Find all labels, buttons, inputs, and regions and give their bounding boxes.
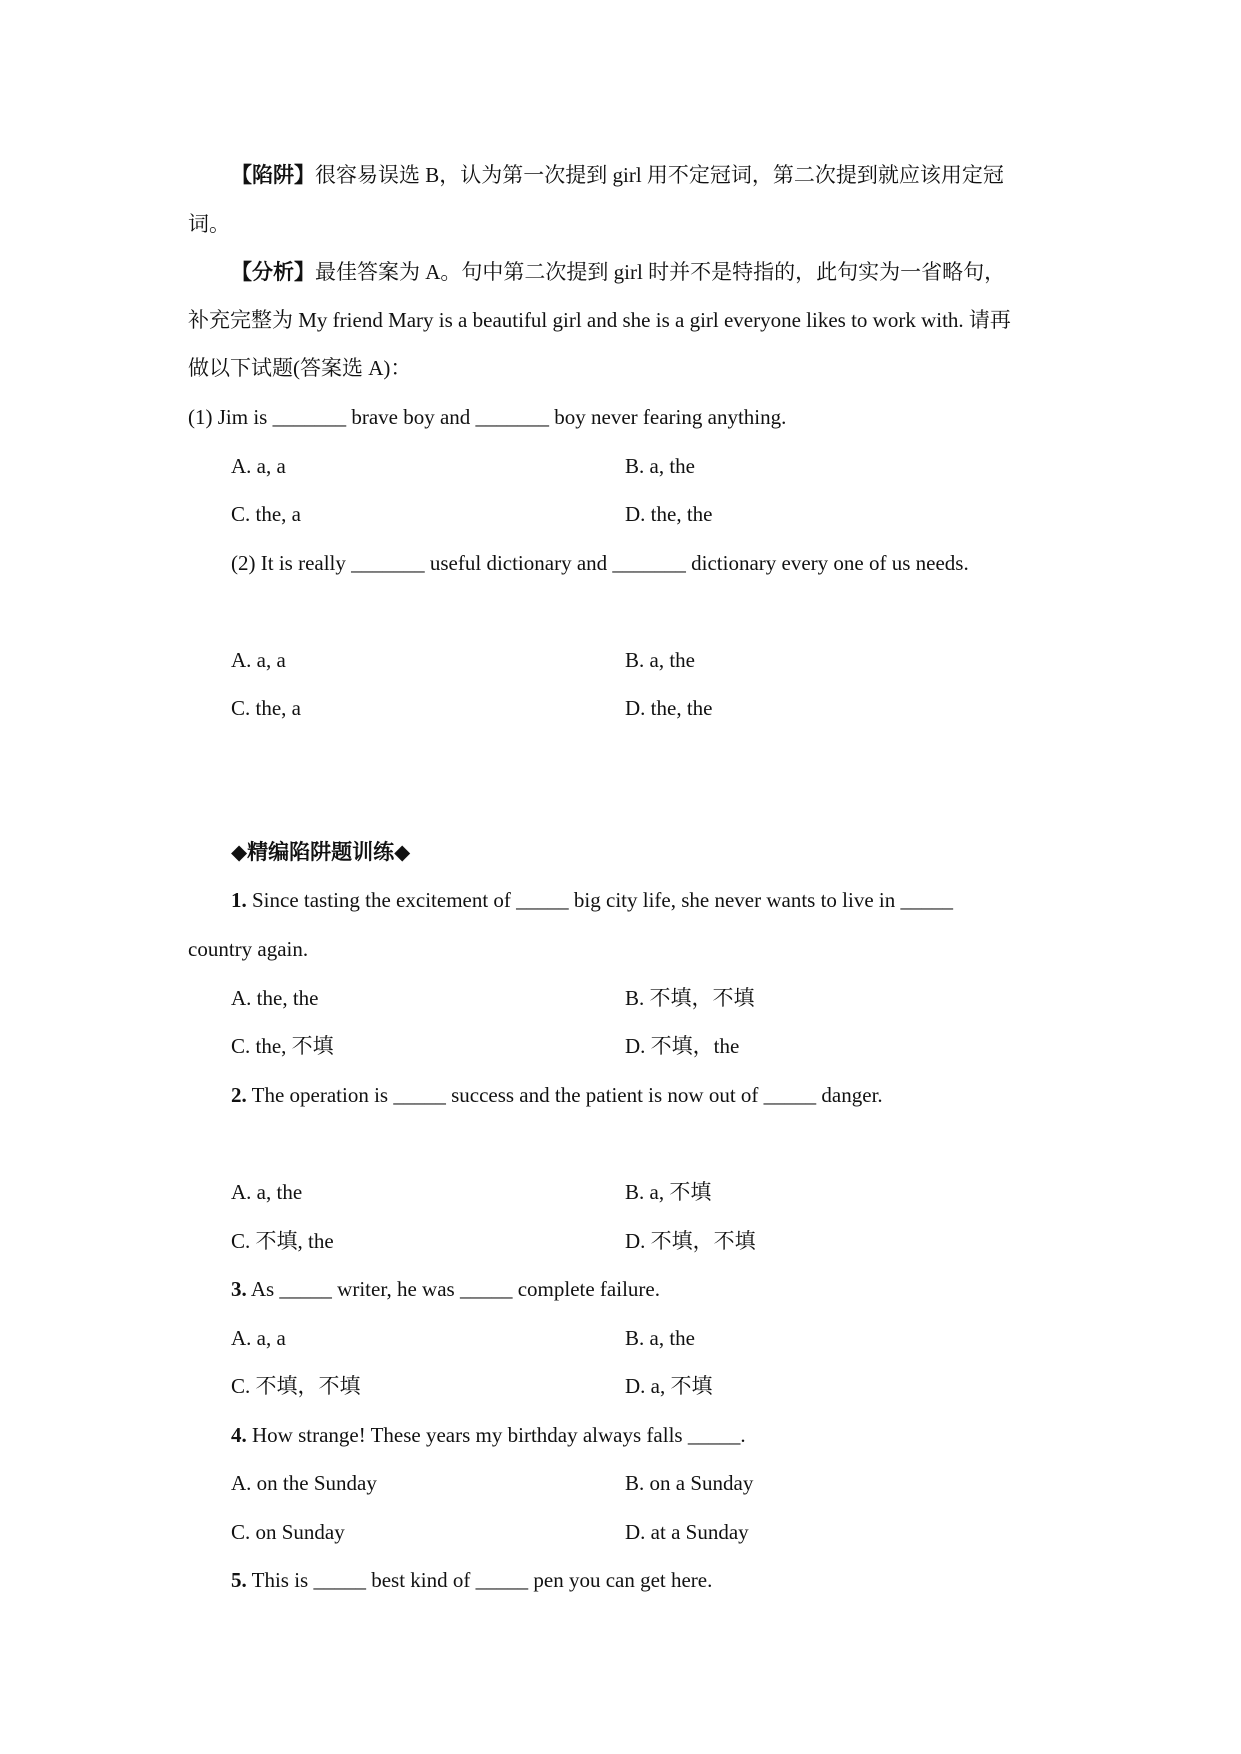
- trap-paragraph-line-2: 词。: [188, 212, 230, 236]
- practice-2-option-d: D. the, the: [625, 696, 713, 720]
- analysis-paragraph-line-1: [231, 258, 1005, 286]
- question-1-option-b: B. 不填，不填: [625, 986, 755, 1010]
- practice-1-option-b: B. a, the: [625, 454, 695, 478]
- practice-2-option-b: B. a, the: [625, 648, 695, 672]
- question-4-number: 4.: [231, 1423, 247, 1447]
- practice-1-option-a: A. a, a: [231, 454, 286, 478]
- question-5-stem: [231, 1566, 712, 1594]
- question-4-stem-text: How strange! These years my birthday always falls _____.: [246, 1423, 746, 1447]
- question-4-option-d: D. at a Sunday: [625, 1520, 749, 1544]
- question-1-option-d: D. 不填，the: [625, 1034, 740, 1058]
- question-2-option-a: A. a, the: [231, 1180, 303, 1204]
- question-2-number: 2.: [231, 1083, 247, 1107]
- question-1-stem-line-1: [231, 886, 953, 914]
- analysis-paragraph-line-2: 补充完整为 My friend Mary is a beautiful girl and she is a girl everyone likes to work with. 请再: [188, 308, 1011, 332]
- analysis-text-1: 最佳答案为 A。句中第二次提到 girl 时并不是特指的，此句实为一省略句，: [315, 260, 1006, 284]
- trap-text-1: 很容易误选 B，认为第一次提到 girl 用不定冠词，第二次提到就应该用定冠: [315, 163, 1004, 187]
- question-4-option-c: C. on Sunday: [231, 1520, 345, 1544]
- practice-1-option-d: D. the, the: [625, 502, 713, 526]
- analysis-label: 【分析】: [231, 260, 315, 284]
- question-1-stem-text: Since tasting the excitement of _____ big city life, she never wants to live in _____: [246, 888, 954, 912]
- question-5-stem-text: This is _____ best kind of _____ pen you can get here.: [246, 1568, 713, 1592]
- analysis-paragraph-line-3: 做以下试题(答案选 A)：: [188, 356, 412, 380]
- question-4-option-b: B. on a Sunday: [625, 1471, 754, 1495]
- question-2-option-b: B. a, 不填: [625, 1180, 712, 1204]
- practice-2-stem: (2) It is really _______ useful dictionary and _______ dictionary every one of us needs.: [231, 551, 969, 575]
- question-1-option-c: C. the, 不填: [231, 1034, 334, 1058]
- question-3-option-c: C. 不填，不填: [231, 1374, 361, 1398]
- practice-2-option-c: C. the, a: [231, 696, 301, 720]
- question-1-stem-line-2: country again.: [188, 937, 309, 961]
- practice-2-option-a: A. a, a: [231, 648, 286, 672]
- question-3-option-b: B. a, the: [625, 1326, 695, 1350]
- question-3-number: 3.: [231, 1277, 247, 1301]
- trap-label: 【陷阱】: [231, 163, 315, 187]
- section-title: ◆精编陷阱题训练◆: [231, 840, 411, 864]
- question-2-option-d: D. 不填，不填: [625, 1229, 756, 1253]
- question-2-stem-text: The operation is _____ success and the patient is now out of _____ danger.: [246, 1083, 883, 1107]
- question-4-stem: [231, 1421, 746, 1449]
- question-3-option-a: A. a, a: [231, 1326, 286, 1350]
- question-3-stem: [231, 1275, 660, 1303]
- question-4-option-a: A. on the Sunday: [231, 1471, 377, 1495]
- question-3-option-d: D. a, 不填: [625, 1374, 713, 1398]
- question-2-stem: [231, 1081, 883, 1109]
- question-3-stem-text: As _____ writer, he was _____ complete failure.: [246, 1277, 660, 1301]
- practice-1-stem: (1) Jim is _______ brave boy and _______ boy never fearing anything.: [188, 405, 787, 429]
- question-5-number: 5.: [231, 1568, 247, 1592]
- trap-paragraph-line-1: [231, 161, 1004, 189]
- question-1-option-a: A. the, the: [231, 986, 319, 1010]
- question-2-option-c: C. 不填, the: [231, 1229, 334, 1253]
- practice-1-option-c: C. the, a: [231, 502, 301, 526]
- question-1-number: 1.: [231, 888, 247, 912]
